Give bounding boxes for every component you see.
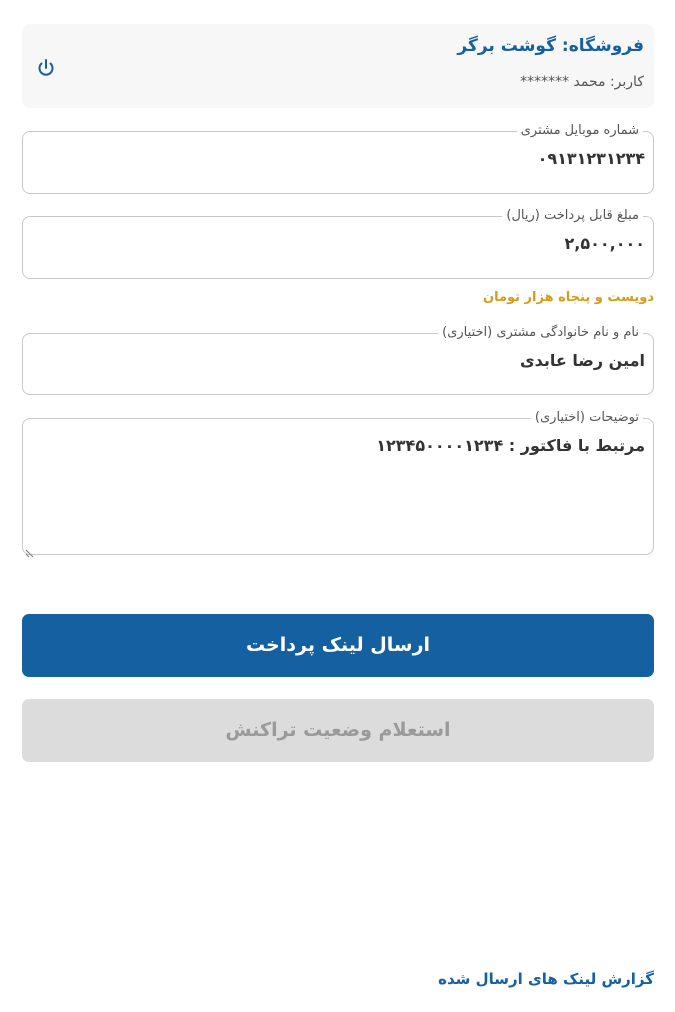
power-icon[interactable] xyxy=(34,56,58,80)
store-name: فروشگاه: گوشت برگر xyxy=(457,36,644,56)
send-payment-link-button[interactable]: ارسال لینک پرداخت xyxy=(22,614,654,677)
amount-label: مبلغ قابل پرداخت (ریال) xyxy=(502,207,643,225)
description-textarea[interactable]: مرتبط با فاکتور : ۱۲۳۴۵۰۰۰۰۱۲۳۴ xyxy=(376,436,645,455)
amount-input[interactable]: ۲,۵۰۰,۰۰۰ xyxy=(564,234,645,253)
mobile-field[interactable] xyxy=(22,123,654,194)
store-header xyxy=(22,24,654,108)
sent-links-report-link[interactable]: گزارش لینک های ارسال شده xyxy=(438,970,654,988)
transaction-inquiry-button[interactable]: استعلام وضعیت تراکنش xyxy=(22,699,654,762)
amount-field[interactable] xyxy=(22,208,654,279)
description-field[interactable] xyxy=(22,410,654,555)
user-name: کاربر: محمد ******* xyxy=(520,74,644,90)
amount-in-words: دویست و پنجاه هزار تومان xyxy=(482,290,654,305)
resize-grip-icon[interactable] xyxy=(25,543,34,552)
customer-name-field[interactable] xyxy=(22,325,654,395)
customer-name-label: نام و نام خانوادگی مشتری (اختیاری) xyxy=(438,324,643,342)
mobile-label: شماره موبایل مشتری xyxy=(517,122,643,140)
description-label: توضیحات (اختیاری) xyxy=(531,409,643,427)
customer-name-input[interactable]: امین رضا عابدی xyxy=(520,351,645,370)
mobile-input[interactable]: ۰۹۱۳۱۲۳۱۲۳۴ xyxy=(537,149,645,168)
